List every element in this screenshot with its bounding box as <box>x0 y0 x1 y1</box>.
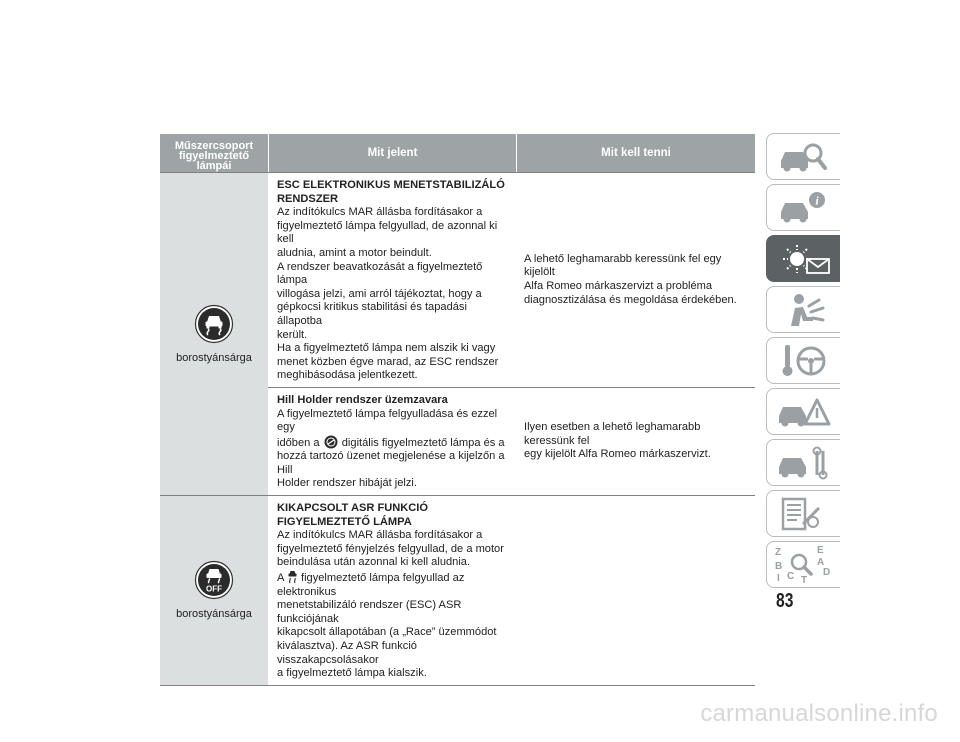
table-header <box>160 134 755 172</box>
action-cell <box>515 173 755 387</box>
text-line: Holder rendszer hibáját jelzi. <box>277 477 417 490</box>
page-number: 83 <box>776 590 794 612</box>
tab-starting-driving[interactable] <box>766 337 840 384</box>
header-col1-line1: Műszercsoport <box>174 140 254 152</box>
off-text: OFF <box>206 584 222 594</box>
checklist-icon <box>773 494 837 534</box>
header-what-to-do: Mit kell tenni <box>516 134 755 172</box>
index-letter: I <box>777 573 780 584</box>
tab-car-info[interactable] <box>766 184 840 231</box>
car-wrench-icon <box>773 443 837 483</box>
action-line: Alfa Romeo márkaszervizt a probléma <box>524 279 713 292</box>
car-magnifier-icon <box>773 137 837 177</box>
header-warning-lights <box>160 134 268 172</box>
meaning-cell <box>268 496 515 685</box>
text-line: a figyelmeztető lámpa kialszik. <box>277 667 427 680</box>
text-line: Ha a figyelmeztető lámpa nem alszik ki vagy <box>277 342 496 355</box>
car-info-icon <box>773 188 837 228</box>
text-line: meghibásodása jelentkezett. <box>277 369 418 382</box>
table-row-asr-off <box>160 495 755 685</box>
action-line: Ilyen esetben a lehető leghamarabb keressünk fel <box>524 421 701 447</box>
entry-hill-holder <box>268 387 755 495</box>
text-line: aludnia, amint a motor beindult. <box>277 246 432 259</box>
text-line: került. <box>277 328 308 341</box>
text-line <box>277 435 509 451</box>
tab-emergency[interactable] <box>766 388 840 435</box>
entry-title: RENDSZER <box>277 192 339 205</box>
text-fragment: figyelmeztető lámpa felgyullad az elektronikus <box>277 572 465 598</box>
action-line: diagnosztizálása és megoldása érdekében. <box>524 293 737 306</box>
meaning-cell <box>268 388 515 495</box>
index-letter: C <box>787 571 795 582</box>
row-content <box>268 496 755 685</box>
color-label: borostyánsárga <box>176 352 252 365</box>
text-line: gépkocsi kritikus stabilitási és tapadási állapotba <box>277 301 467 327</box>
tab-technical-data[interactable] <box>766 490 840 537</box>
row-content <box>268 173 755 495</box>
index-letter: D <box>823 567 831 578</box>
text-line: figyelmeztető lámpa felgyullad, de azonnal ki kell <box>277 219 498 246</box>
text-line: figyelmeztető fényjelzés felgyullad, de a motor <box>277 542 504 555</box>
key-steering-wheel-icon <box>773 341 837 381</box>
header-meaning: Mit jelent <box>268 134 516 172</box>
tab-warning-lights[interactable] <box>766 235 840 282</box>
text-line: A rendszer beavatkozását a figyelmeztető lámpa <box>277 260 483 287</box>
esc-warning-icon <box>194 304 234 344</box>
alphabetical-index-icon <box>773 545 837 585</box>
text-line: kiválasztva). Az ASR funkció visszakapcsolásakor <box>277 640 417 666</box>
car-skid-icon <box>287 570 298 584</box>
index-letter: T <box>801 575 808 585</box>
text-line <box>277 570 509 599</box>
text-line: villogása jelzi, ami arról tájékoztat, hogy a <box>277 287 482 300</box>
airbag-seat-icon <box>773 290 837 330</box>
tab-safety[interactable] <box>766 286 840 333</box>
text-fragment: A <box>277 572 284 585</box>
text-line: kikapcsolt állapotában (a „Race” üzemmódot <box>277 626 497 639</box>
text-line: menetstabilizáló rendszer (ESC) ASR funkciójának <box>277 599 462 625</box>
header-col1-line2: figyelmeztető <box>178 150 250 162</box>
text-line: menet közben égve marad, az ESC rendszer <box>277 355 499 368</box>
action-line: egy kijelölt Alfa Romeo márkaszervizt. <box>524 448 711 461</box>
entry-title: FIGYELMEZTETŐ LÁMPA <box>277 515 412 528</box>
tab-index[interactable] <box>766 541 840 588</box>
svg-text:i: i <box>815 193 819 208</box>
icon-cell-esc <box>160 173 268 495</box>
text-line: Az indítókulcs MAR állásba fordításakor a <box>277 206 483 219</box>
action-cell <box>515 388 755 495</box>
index-letter: E <box>817 545 824 556</box>
text-line: Az indítókulcs MAR állásba fordításakor a <box>277 529 483 542</box>
table-row-esc <box>160 172 755 495</box>
index-letter: Z <box>775 547 782 558</box>
text-line: A figyelmeztető lámpa felgyulladása és ezzel egy <box>277 407 498 434</box>
watermark: carmanualsonline.info <box>700 700 938 727</box>
action-cell-empty <box>515 496 755 685</box>
color-label: borostyánsárga <box>176 608 252 621</box>
text-line: hozzá tartozó üzenet megjelenése a kijelzőn a Hill <box>277 450 505 476</box>
table-bottom-border <box>160 685 755 686</box>
meaning-cell <box>268 173 515 387</box>
entry-title: Hill Holder rendszer üzemzavara <box>277 393 448 406</box>
tab-car-knowledge[interactable] <box>766 133 840 180</box>
index-letter: B <box>775 561 783 572</box>
text-fragment: digitális figyelmeztető lámpa és a <box>341 436 505 449</box>
action-line: A lehető leghamarabb keressünk fel egy kijelölt <box>524 252 722 279</box>
tab-servicing[interactable] <box>766 439 840 486</box>
text-fragment: időben a <box>277 436 320 449</box>
header-col1-line3: lámpái <box>196 160 232 172</box>
warning-lights-table <box>160 134 755 686</box>
hill-holder-icon <box>323 435 339 449</box>
car-warning-triangle-icon <box>773 392 837 432</box>
warning-light-message-icon <box>773 239 837 279</box>
index-letter: A <box>817 557 825 568</box>
icon-cell-asr-off <box>160 496 268 685</box>
esc-off-warning-icon <box>194 560 234 600</box>
entry-title: KIKAPCSOLT ASR FUNKCIÓ <box>277 502 428 515</box>
text-line: beindulása után azonnal ki kell aludnia. <box>277 556 471 569</box>
entry-title: ESC ELEKTRONIKUS MENETSTABILIZÁLÓ <box>277 179 505 191</box>
entry-esc-system <box>268 173 755 387</box>
entry-asr-off <box>268 496 755 685</box>
